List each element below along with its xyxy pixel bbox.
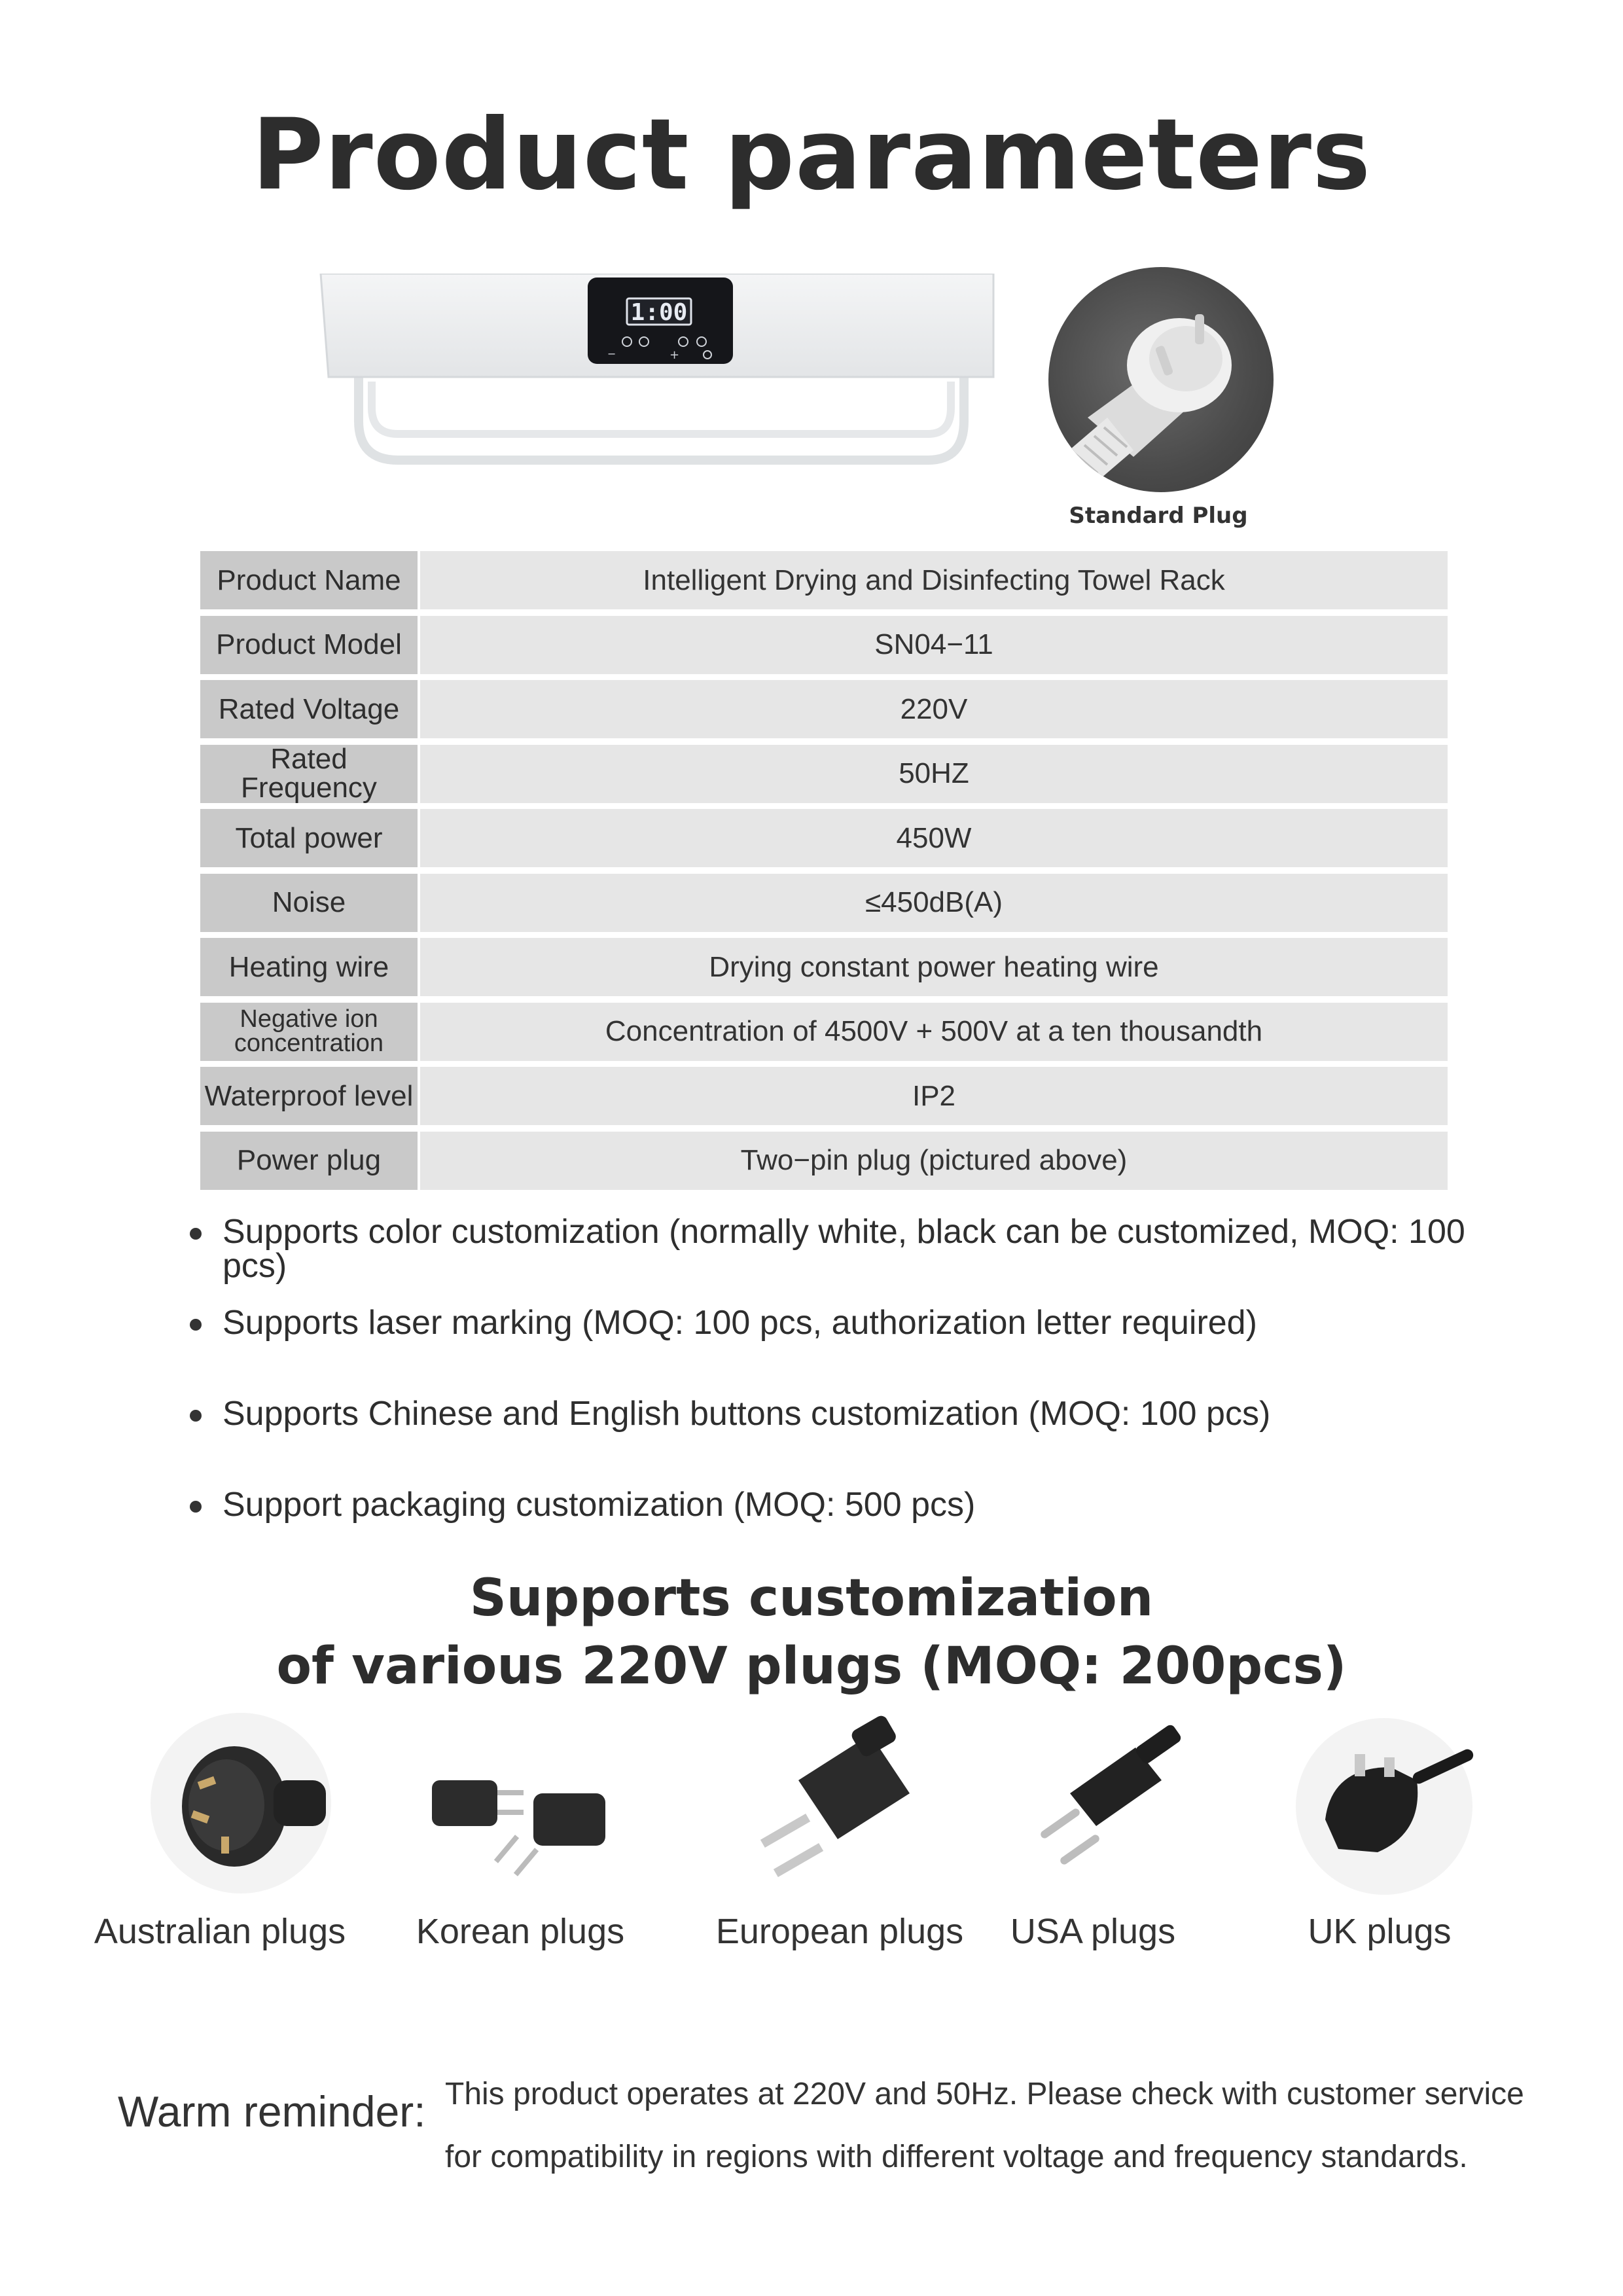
feature-text: Supports color customization (normally white, black can be customized, MOQ: 100 pcs) — [223, 1213, 1465, 1285]
customization-line1: Supports customization — [469, 1569, 1154, 1628]
standard-plug-caption: Standard Plug — [1069, 503, 1248, 529]
param-label: Rated Voltage — [200, 680, 418, 738]
bullet-icon — [190, 1228, 202, 1240]
param-value: Intelligent Drying and Disinfecting Towel Rack — [420, 551, 1448, 609]
parameters-table — [200, 551, 1448, 1196]
bullet-icon — [190, 1319, 202, 1331]
list-item — [183, 1306, 1492, 1397]
table-row — [200, 1067, 1448, 1125]
svg-text:1:00: 1:00 — [630, 299, 688, 326]
table-row — [200, 938, 1448, 996]
param-label: Noise — [200, 874, 418, 932]
param-value: 220V — [420, 680, 1448, 738]
feature-text: Support packaging customization (MOQ: 500 pcs) — [223, 1486, 976, 1524]
table-row — [200, 1003, 1448, 1061]
table-row — [200, 809, 1448, 867]
param-label: Power plug — [200, 1132, 418, 1190]
european-plug-icon — [740, 1708, 929, 1898]
svg-text:+: + — [669, 348, 680, 362]
param-value: Drying constant power heating wire — [420, 938, 1448, 996]
param-label-line1: Negative ion — [240, 1005, 378, 1033]
customization-heading — [0, 1564, 1623, 1700]
param-label: Waterproof level — [200, 1067, 418, 1125]
table-row — [200, 551, 1448, 609]
standard-plug-image — [1048, 267, 1274, 492]
table-row — [200, 745, 1448, 803]
plug-label-usa: USA plugs — [1010, 1912, 1176, 1951]
usa-plug-icon — [1011, 1708, 1201, 1898]
australian-plug-icon — [149, 1708, 339, 1898]
svg-text:−: − — [607, 348, 616, 360]
warm-reminder-label: Warm reminder: — [118, 2087, 426, 2136]
param-value: 450W — [420, 809, 1448, 867]
uk-plug-icon — [1293, 1708, 1482, 1898]
korean-plug-icon — [425, 1708, 615, 1898]
warm-reminder-text — [445, 2063, 1571, 2189]
feature-list — [183, 1215, 1492, 1579]
table-row — [200, 1132, 1448, 1190]
plug-label-australian: Australian plugs — [94, 1912, 346, 1951]
list-item — [183, 1215, 1492, 1306]
towel-rack-image — [319, 274, 1000, 470]
plug-label-korean: Korean plugs — [416, 1912, 625, 1951]
plug-label-uk: UK plugs — [1308, 1912, 1452, 1951]
bullet-icon — [190, 1410, 202, 1422]
param-label: Heating wire — [200, 938, 418, 996]
page-title: Product parameters — [251, 98, 1372, 212]
param-value: Two−pin plug (pictured above) — [420, 1132, 1448, 1190]
reminder-line2: for compatibility in regions with different voltage and frequency standards. — [445, 2140, 1468, 2174]
plug-label-european: European plugs — [715, 1912, 964, 1951]
param-label-line2: concentration — [234, 1030, 384, 1057]
param-label: Product Name — [200, 551, 418, 609]
bullet-icon — [190, 1501, 202, 1513]
table-row — [200, 874, 1448, 932]
feature-text: Supports Chinese and English buttons customization (MOQ: 100 pcs) — [223, 1395, 1271, 1433]
param-value: Concentration of 4500V + 500V at a ten thousandth — [420, 1003, 1448, 1061]
feature-text: Supports laser marking (MOQ: 100 pcs, authorization letter required) — [223, 1304, 1257, 1342]
standard-plug-icon — [1048, 267, 1274, 492]
table-row — [200, 680, 1448, 738]
param-label: Rated Frequency — [200, 745, 418, 803]
param-value: SN04−11 — [420, 616, 1448, 674]
param-label — [200, 1003, 418, 1061]
param-label: Total power — [200, 809, 418, 867]
customization-line2: of various 220V plugs (MOQ: 200pcs) — [276, 1637, 1347, 1696]
list-item — [183, 1397, 1492, 1488]
param-value: ≤450dB(A) — [420, 874, 1448, 932]
table-row — [200, 616, 1448, 674]
reminder-line1: This product operates at 220V and 50Hz. Please check with customer service — [445, 2077, 1524, 2111]
param-value: 50HZ — [420, 745, 1448, 803]
param-label: Product Model — [200, 616, 418, 674]
param-value: IP2 — [420, 1067, 1448, 1125]
